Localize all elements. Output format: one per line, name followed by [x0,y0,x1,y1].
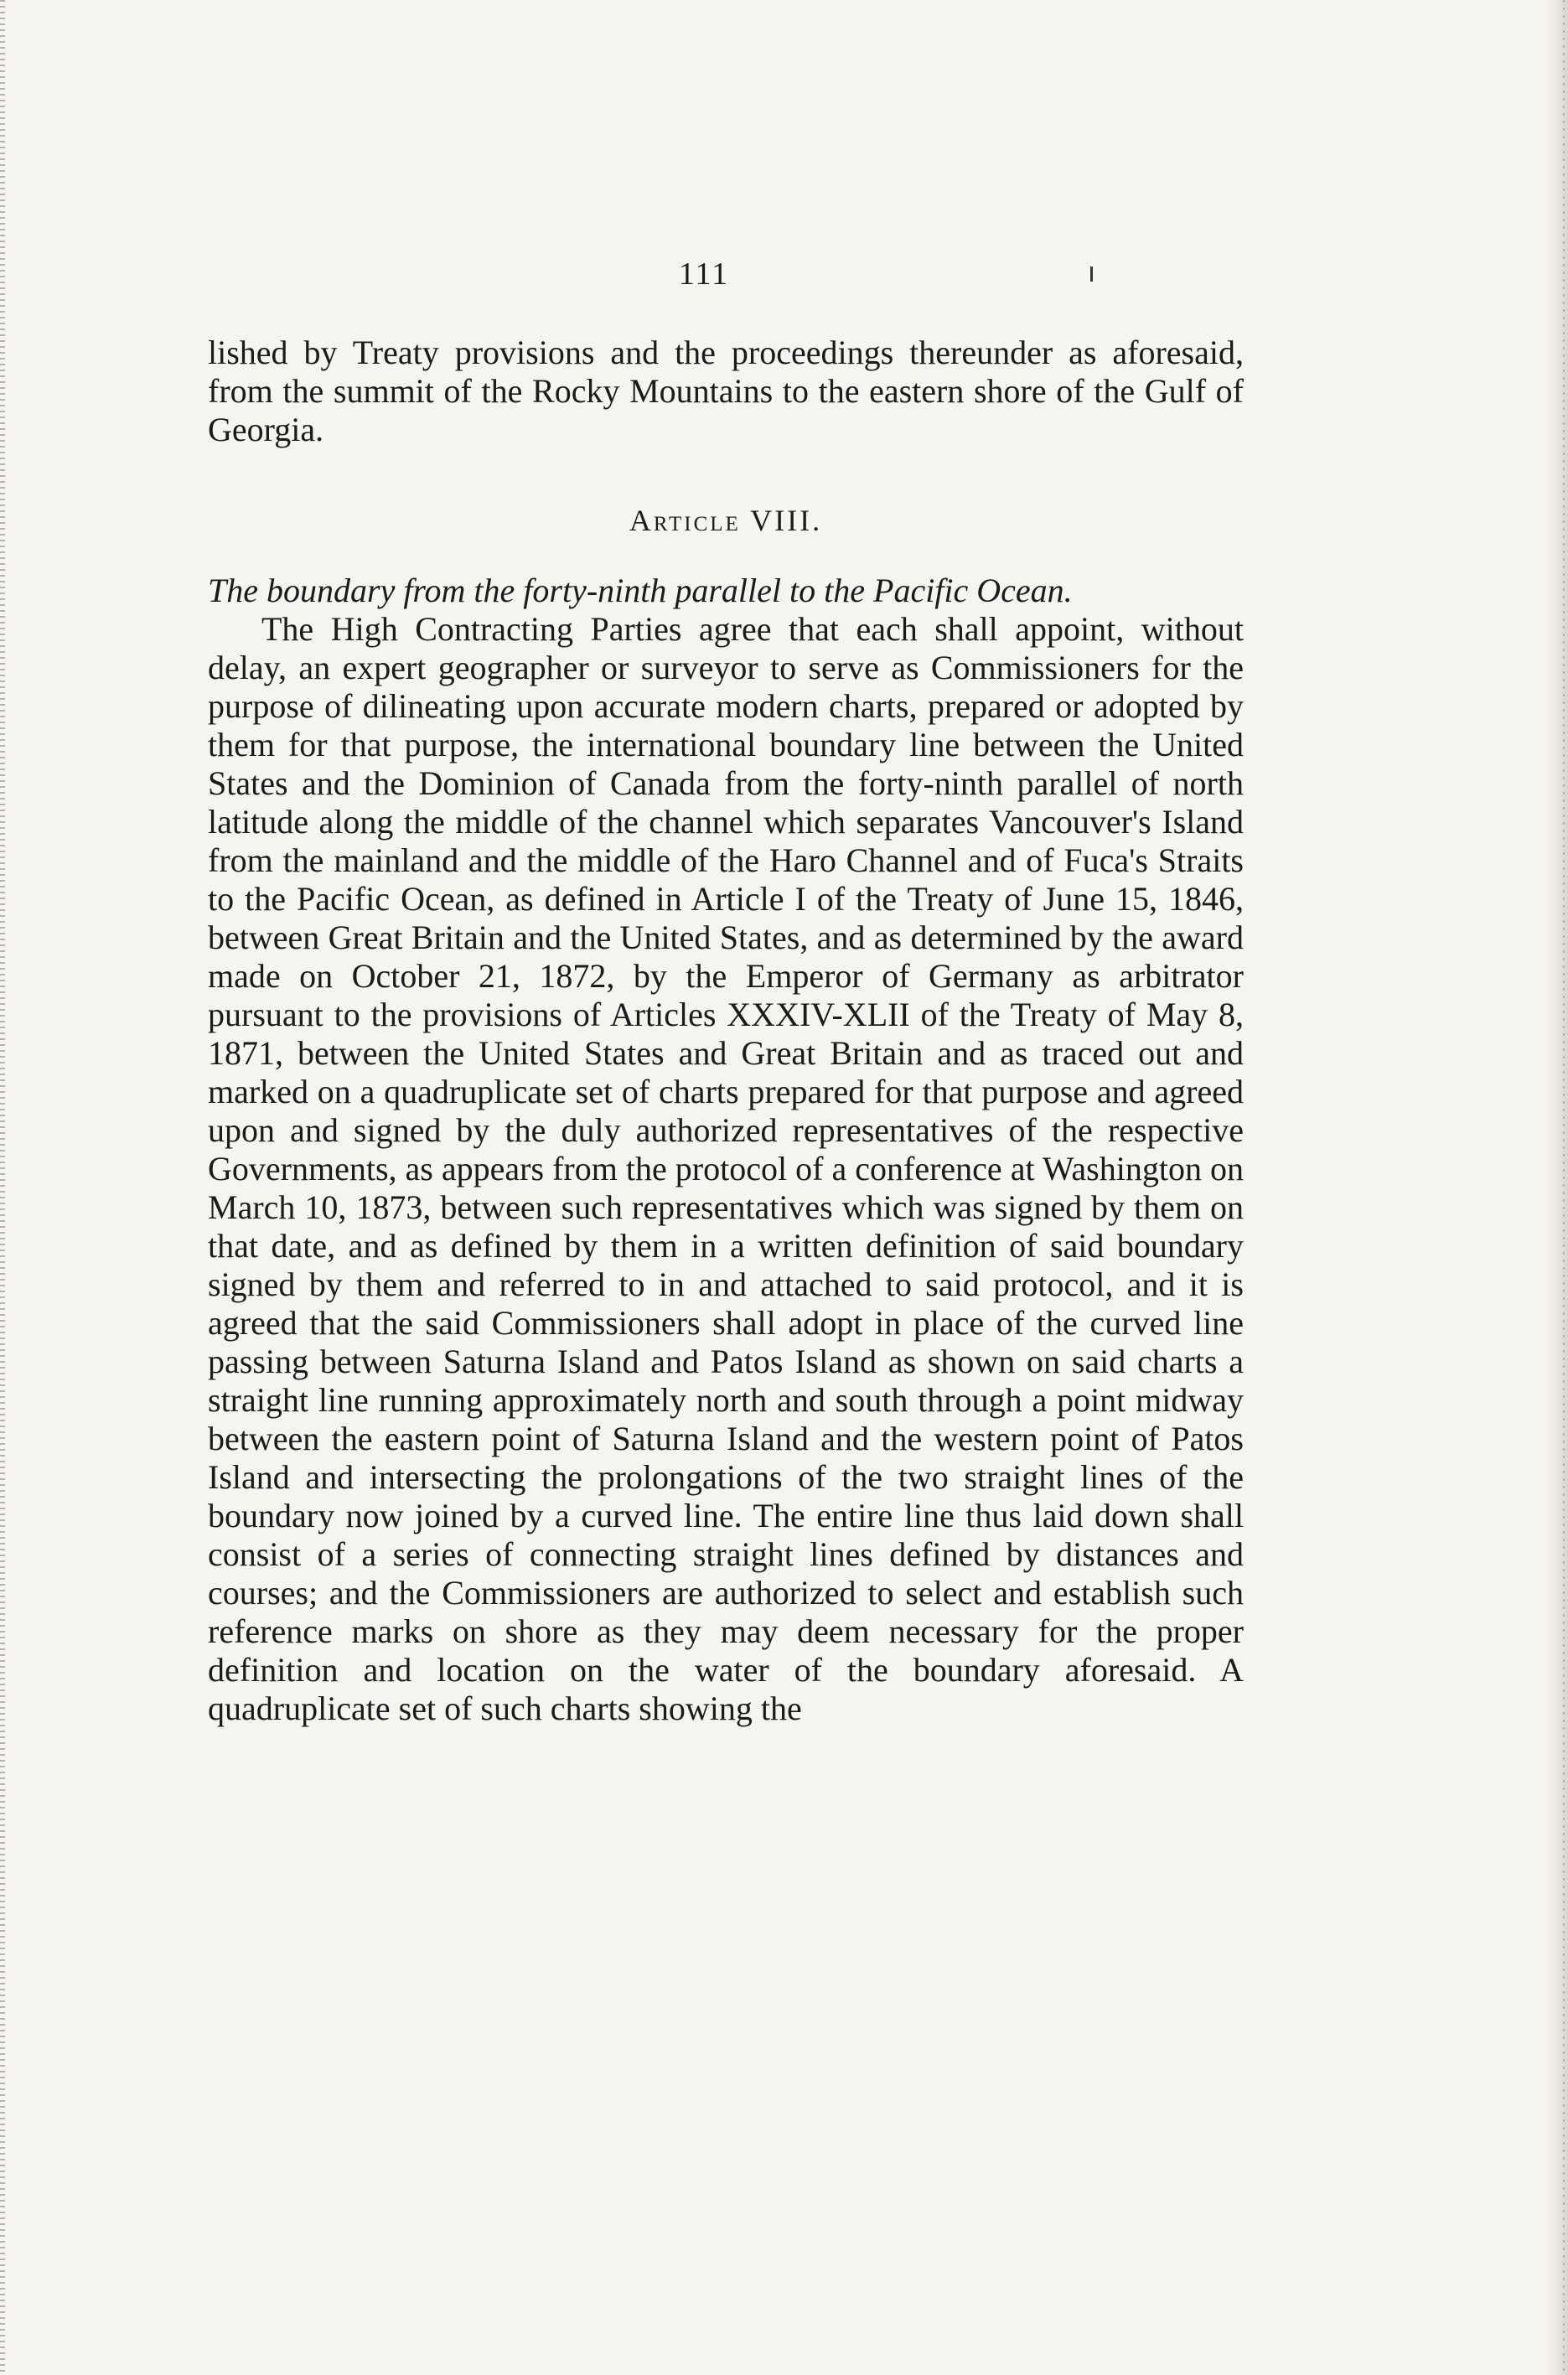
opening-paragraph: lished by Treaty provisions and the proceedings thereunder as aforesaid, from the summit of the Rocky Mountains to the eastern shore of the Gulf of Georgia. [208,334,1244,448]
page-right-edge [1545,0,1568,2375]
article-body: The High Contracting Parties agree that each shall appoint, without delay, an expert geographer or surveyor to serve as Commissioners for the purpose of dilineating upon accurate modern charts, prepared or adopted by them for that purpose, the international boundary line between the United States and the Dominion of Canada from the forty-ninth parallel of north latitude along the middle of the channel which separates Vancouver's Island from the mainland and the middle of the Haro Channel and of Fuca's Straits to the Pacific Ocean, as defined in Article I of the Treaty of June 15, 1846, between Great Britain and the United States, and as determined by the award made on October 21, 1872, by the Emperor of Germany as arbitrator pursuant to the provisions of Articles XXXIV-XLII of the Treaty of May 8, 1871, between the United States and Great Britain and as traced out and marked on a quadruplicate set of charts prepared for that purpose and agreed upon and signed by the duly authorized representatives of the respective Governments, as appears from the protocol of a conference at Washington on March 10, 1873, between such representatives which was signed by them on that date, and as defined by them in a written definition of said boundary signed by them and referred to in and attached to said protocol, and it is agreed that the said Commissioners shall adopt in place of the curved line passing between Saturna Island and Patos Island as shown on said charts a straight line running approximately north and south through a point midway between the eastern point of Saturna Island and the western point of Patos Island and intersecting the prolongations of the two straight lines of the boundary now joined by a curved line. The entire line thus laid down shall consist of a series of connecting straight lines defined by distances and courses; and the Commissioners are authorized to select and establish such reference marks on shore as they may deem necessary for the proper definition and location on the water of the boundary aforesaid. A quadruplicate set of such charts showing the [208,610,1244,1727]
article-subheading: The boundary from the forty-ninth parallel to the Pacific Ocean. [208,572,1073,609]
page-body [208,334,1244,1728]
article-heading: Article VIII. [629,504,823,537]
page-number: 111 [678,256,730,292]
stray-ink-mark [1090,266,1093,282]
page-left-edge [0,0,5,2375]
